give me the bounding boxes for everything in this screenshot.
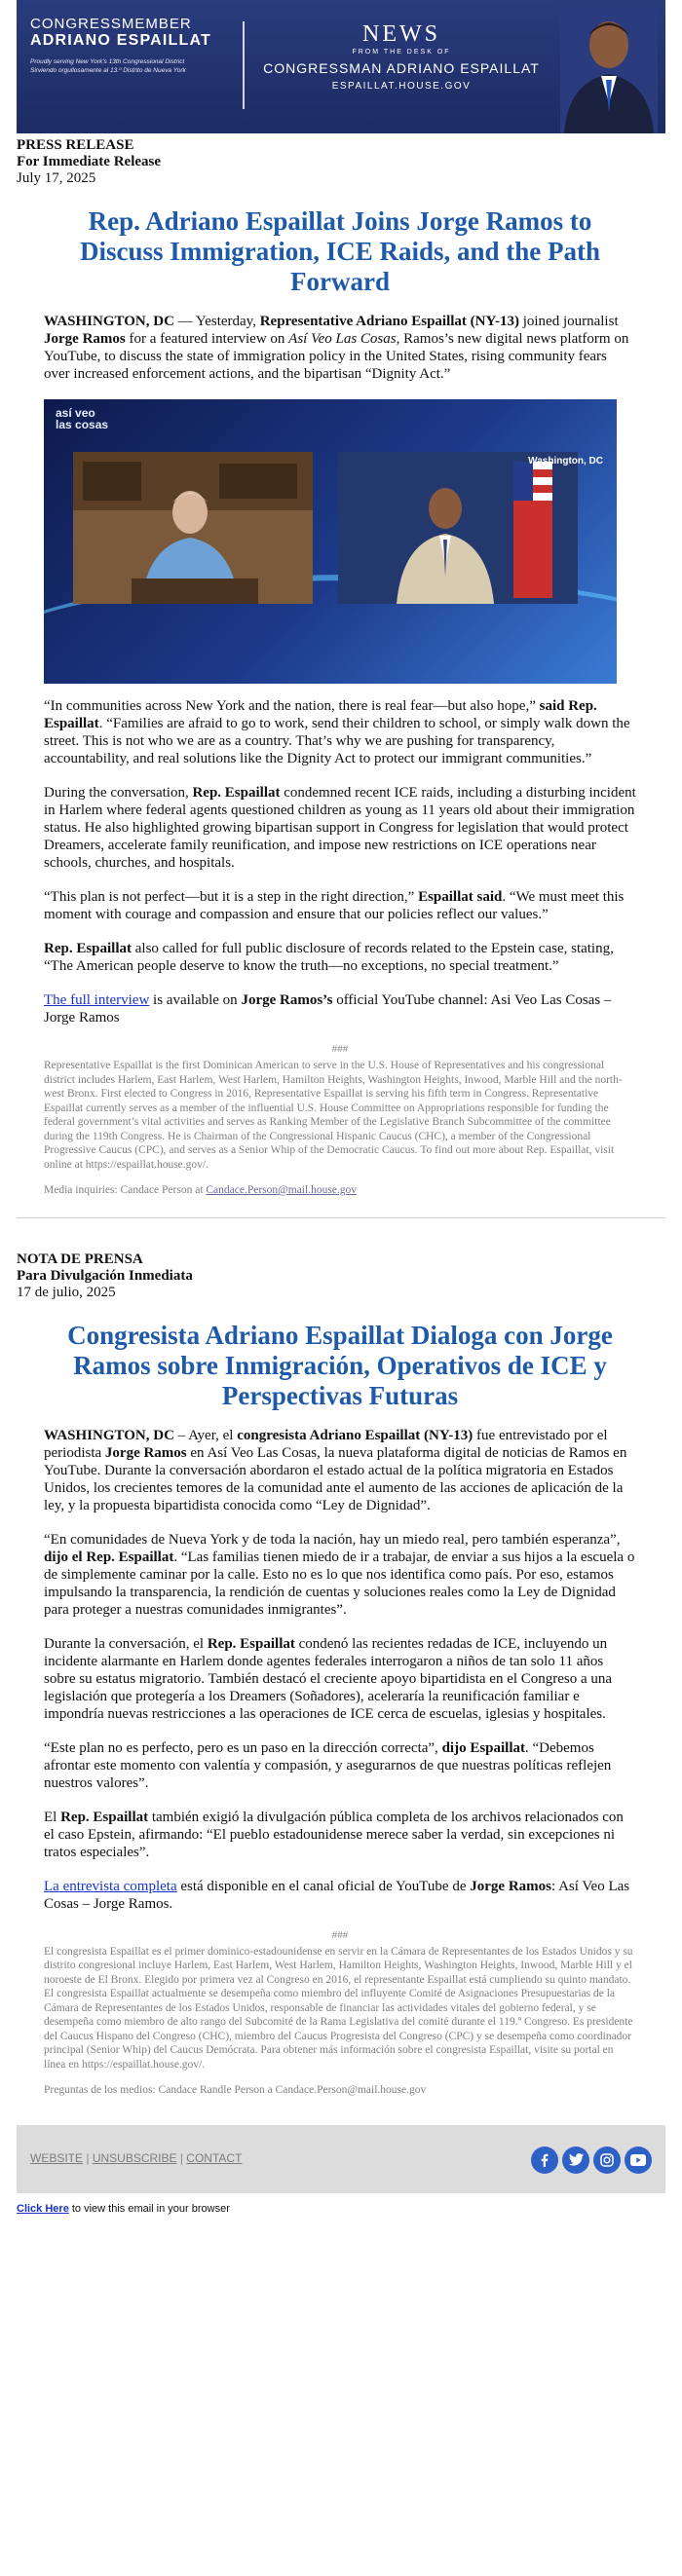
- spanish-headline: Congresista Adriano Espaillat Dialoga con Jorge Ramos sobre Inmigración, Operativos de ICE y Perspectivas Futuras: [67, 1320, 613, 1410]
- banner-congressman: CONGRESSMAN ADRIANO ESPAILLAT: [263, 60, 540, 76]
- section-divider: [17, 1217, 665, 1218]
- english-release-header: [17, 133, 665, 187]
- text-span: en Así Veo Las Cosas, la nueva plataforma digital de noticias de Ramos en YouTube. Durante la conversación abordaron el estado actual de la política migratoria en Estados Unidos, los crecientes temores de la comunidad ante el aumento de las acciones de aplicación de la ley, y la propuesta bipartidista conocida como “Ley de Dignidad”.: [44, 1444, 627, 1513]
- text-span: . “Debemos afrontar este momento con valentía y compasión, y asegurarnos de que nuestras políticas reflejen nuestros valores”.: [44, 1739, 612, 1791]
- header-banner: [17, 0, 665, 133]
- banner-serving-es: Sirviendo orgullosamente al 13.º Distrito de Nueva York: [30, 67, 186, 74]
- dateline: WASHINGTON, DC: [44, 314, 174, 329]
- link-separator: |: [83, 2150, 93, 2165]
- unsubscribe-link[interactable]: UNSUBSCRIBE: [92, 2150, 177, 2165]
- video-location: Washington, DC: [528, 456, 603, 467]
- english-paragraph-4: [44, 888, 636, 923]
- banner-congressmember: CONGRESSMEMBER: [30, 16, 192, 32]
- text-bold: dijo el Rep. Espaillat: [44, 1549, 174, 1565]
- banner-name: ADRIANO ESPAILLAT: [30, 32, 212, 49]
- spanish-paragraph-5: [44, 1809, 636, 1861]
- entrevista-completa-link[interactable]: La entrevista completa: [44, 1878, 177, 1894]
- text-span: está disponible en el canal oficial de YouTube de: [176, 1878, 471, 1894]
- english-paragraph-1: [44, 313, 636, 383]
- text-bold: said Rep. Espaillat: [44, 698, 597, 731]
- release-date: July 17, 2025: [17, 170, 96, 186]
- text-bold: Jorge Ramos: [470, 1878, 551, 1894]
- text-span: – Ayer, el: [173, 1427, 238, 1443]
- footer-links: [30, 2151, 242, 2165]
- text-span: is available on: [149, 992, 242, 1008]
- spanish-article: [17, 1321, 665, 2098]
- text-bold: congresista Adriano Espaillat (NY-13): [237, 1427, 474, 1443]
- text-span: Media inquiries: Candace Person at: [44, 1184, 207, 1196]
- text-span: . “We must meet this moment with courage and compassion and ensure that our policies reflect our values.”: [44, 889, 625, 922]
- text-bold: Rep. Espaillat: [44, 941, 133, 956]
- text-bold: Representative Adriano Espaillat (NY-13): [259, 314, 519, 329]
- spanish-media-inquiries: Preguntas de los medios: Candace Randle Person a Candace.Person@mail.house.gov: [44, 2084, 427, 2096]
- text-span: to view this email in your browser: [68, 2202, 230, 2215]
- text-span: : Así Veo Las Cosas – Jorge Ramos.: [44, 1878, 630, 1912]
- text-span: — Yesterday,: [173, 314, 260, 329]
- instagram-icon[interactable]: [593, 2147, 621, 2174]
- video-panel-interviewer: [73, 452, 313, 604]
- english-media-inquiries: [44, 1183, 636, 1198]
- nota-de-prensa-label: NOTA DE PRENSA: [17, 1251, 143, 1267]
- text-span: . “Families are afraid to go to work, send their children to school, or simply walk down the street. This is not who we are as a country. That’s why we are pushing for transparency, accountability, and real solutions like the Dignity Act to protect our immigrant communities.”: [44, 716, 630, 766]
- banner-website: ESPAILLAT.HOUSE.GOV: [331, 81, 472, 92]
- spanish-paragraph-3: [44, 1635, 636, 1723]
- dateline: WASHINGTON, DC: [44, 1427, 174, 1443]
- full-interview-link[interactable]: The full interview: [44, 992, 150, 1008]
- spanish-about-boilerplate: El congresista Espaillat es el primer dominico-estadounidense en servir en la Cámara de Representantes de los Estados Unidos y su distrito congresional incluye Harlem, East Harlem, West Harlem, Hamilton Heights, Washington Heights, Inwood, Marble Hill y el noroeste de El Bronx. Elegido por primera vez al Congreso en 2016, el representante Espaillat está cumpliendo su quinto mandato. El congresista Espaillat actualmente se desempeña como miembro del influyente Comité de Asignaciones Presupuestarias de la Cámara de Representantes de los Estados Unidos, responsable de financiar las actividades vitales del gobierno federal, y se desempeña como miembro de alto rango del Subcomité de la Rama Legislativa del comité durante el 119.º Congreso. Es presidente del Caucus Hispano del Congreso (CHC), miembro del Caucus Progresista del Congreso (CPC) y se desempeña como coordinador principal (Senior Whip) del Caucus Demócrata. Para obtener más información sobre el congresista Espaillat, visite su portal en línea en https://espaillat.house.gov/.: [44, 1945, 633, 2071]
- spanish-paragraph-4: [44, 1739, 636, 1792]
- portrait-photo: [560, 6, 658, 133]
- banner-news: NEWS: [362, 21, 440, 47]
- text-span: El: [44, 1809, 61, 1825]
- spanish-paragraph-6: [44, 1878, 636, 1913]
- video-panel-congressman: [338, 452, 578, 604]
- social-icons: [531, 2147, 652, 2174]
- text-span: “Este plan no es perfecto, pero es un paso en la dirección correcta”,: [44, 1739, 442, 1756]
- banner-from-desk: FROM THE DESK OF: [352, 49, 451, 56]
- contact-link[interactable]: CONTACT: [186, 2150, 243, 2165]
- text-span: joined journalist: [518, 314, 619, 329]
- end-marker: ###: [331, 1044, 349, 1055]
- text-bold: Rep. Espaillat: [207, 1635, 295, 1652]
- text-span: “En comunidades de Nueva York y de toda la nación, hay un miedo real, pero también esperanza”,: [44, 1531, 621, 1548]
- text-span: , Ramos’s new digital news platform on YouTube, to discuss the state of immigration policy in the United States, rising community fears over increased enforcement actions, and the bipartisan “Dignity Act.”: [44, 331, 629, 382]
- text-span: condenó las recientes redadas de ICE, incluyendo un incidente alarmante en Harlem donde agentes federales interrogaron a niños de tan solo 11 años sobre su estatus migratorio. También destacó el creciente apoyo bipartidista en el Congreso a una legislación que protegería a los Dreamers (Soñadores), aceleraría la reunificación familiar e impondría nuevas restricciones a las operaciones de ICE cerca de escuelas, iglesias y hospitales.: [44, 1635, 613, 1722]
- twitter-icon[interactable]: [562, 2147, 589, 2174]
- text-span: for a featured interview on: [125, 331, 289, 347]
- text-bold: Rep. Espaillat: [192, 785, 281, 801]
- immediate-release-label: For Immediate Release: [17, 154, 162, 169]
- english-paragraph-6: [44, 991, 636, 1027]
- text-bold: Jorge Ramos’s: [241, 992, 333, 1008]
- facebook-icon[interactable]: [531, 2147, 558, 2174]
- english-headline: Rep. Adriano Espaillat Joins Jorge Ramos to Discuss Immigration, ICE Raids, and the Path Forward: [79, 206, 601, 296]
- spanish-release-date: 17 de julio, 2025: [17, 1284, 116, 1300]
- video-brand-line2: las cosas: [56, 418, 109, 431]
- footer-bar: [17, 2125, 665, 2193]
- video-brand-line1: así veo: [56, 406, 95, 420]
- click-here-link[interactable]: Click Here: [17, 2202, 69, 2215]
- text-span: “In communities across New York and the nation, there is real fear—but also hope,”: [44, 698, 540, 714]
- video-brand: [56, 407, 108, 430]
- english-paragraph-3: [44, 784, 636, 872]
- text-span: Durante la conversación, el: [44, 1635, 208, 1652]
- text-bold: dijo Espaillat: [441, 1739, 525, 1756]
- press-release-label: PRESS RELEASE: [17, 137, 134, 153]
- text-span: “This plan is not perfect—but it is a step in the right direction,”: [44, 889, 419, 905]
- english-paragraph-5: [44, 940, 636, 975]
- english-article: [17, 206, 665, 1198]
- text-bold: Espaillat said: [418, 889, 503, 905]
- banner-serving-en: Proudly serving New York's 13th Congressional District: [30, 58, 185, 65]
- spanish-release-header: [17, 1248, 665, 1301]
- divulgacion-label: Para Divulgación Inmediata: [17, 1267, 193, 1284]
- text-span: During the conversation,: [44, 785, 193, 801]
- view-in-browser: [17, 2203, 665, 2221]
- text-span: . “Las familias tienen miedo de ir a trabajar, de enviar a sus hijos a la escuela o de simplemente caminar por la calle. Esto no es lo que nos identifica como país. Por eso, estamos impulsando la transparencia, la rendición de cuentas y soluciones reales como la Ley de Dignidad para proteger a nuestras comunidades inmigrantes”.: [44, 1549, 635, 1618]
- banner-left: [30, 16, 264, 75]
- spanish-paragraph-1: [44, 1427, 636, 1514]
- link-separator: |: [176, 2150, 187, 2165]
- website-link[interactable]: WEBSITE: [30, 2150, 84, 2165]
- text-span: official YouTube channel: Asi Veo Las Cosas – Jorge Ramos: [44, 992, 612, 1026]
- text-bold: Rep. Espaillat: [60, 1809, 149, 1825]
- end-marker: ###: [331, 1929, 349, 1941]
- text-bold: Jorge Ramos: [104, 1444, 187, 1461]
- text-italic: Así Veo Las Cosas: [288, 331, 397, 347]
- media-email-link[interactable]: Candace.Person@mail.house.gov: [206, 1184, 358, 1196]
- spanish-paragraph-2: [44, 1531, 636, 1619]
- text-bold: Jorge Ramos: [44, 331, 126, 347]
- banner-right: [255, 21, 548, 93]
- video-thumbnail[interactable]: [44, 399, 617, 684]
- english-about-boilerplate: Representative Espaillat is the first Dominican American to serve in the U.S. House of Representatives and his congressional district includes Harlem, East Harlem, West Harlem, Hamilton Heights, Washington Heights, Inwood, Marble Hill and the north-west Bronx. First elected to Congress in 2016, Representative Espaillat is serving his fifth term in Congress. Representative Espaillat currently serves as a member of the influential U.S. House Committee on Appropriations responsible for funding the federal government’s vital activities and serves as Ranking Member of the Legislative Branch Subcommittee of the committee during the 119th Congress. He is Chairman of the Congressional Hispanic Caucus (CHC), a member of the Congressional Progressive Caucus (CPC), and serves as a Senior Whip of the Democratic Caucus. To find out more about Rep. Espaillat, visit online at https://espaillat.house.gov/.: [44, 1060, 623, 1171]
- text-span: también exigió la divulgación pública completa de los archivos relacionados con el caso Epstein, afirmando: “El pueblo estadounidense merece saber la verdad, sin excepciones ni tratos especiales”.: [44, 1809, 624, 1860]
- text-span: condemned recent ICE raids, including a disturbing incident in Harlem where federal agents questioned children as young as 11 years old about their immigration status. He also highlighted growing bipartisan support in Congress for legislation that would protect Dreamers, accelerate family reunification, and impose new restrictions on ICE operations near schools, churches, and hospitals.: [44, 785, 636, 871]
- text-span: fue entrevistado por el periodista: [44, 1427, 608, 1461]
- banner-divider: [243, 21, 245, 109]
- banner-serving: [30, 57, 264, 75]
- youtube-icon[interactable]: [625, 2147, 652, 2174]
- text-span: also called for full public disclosure of records related to the Epstein case, stating, “The American people deserve to know the truth—no exceptions, no special treatment.”: [44, 941, 614, 974]
- english-paragraph-2: [44, 697, 636, 767]
